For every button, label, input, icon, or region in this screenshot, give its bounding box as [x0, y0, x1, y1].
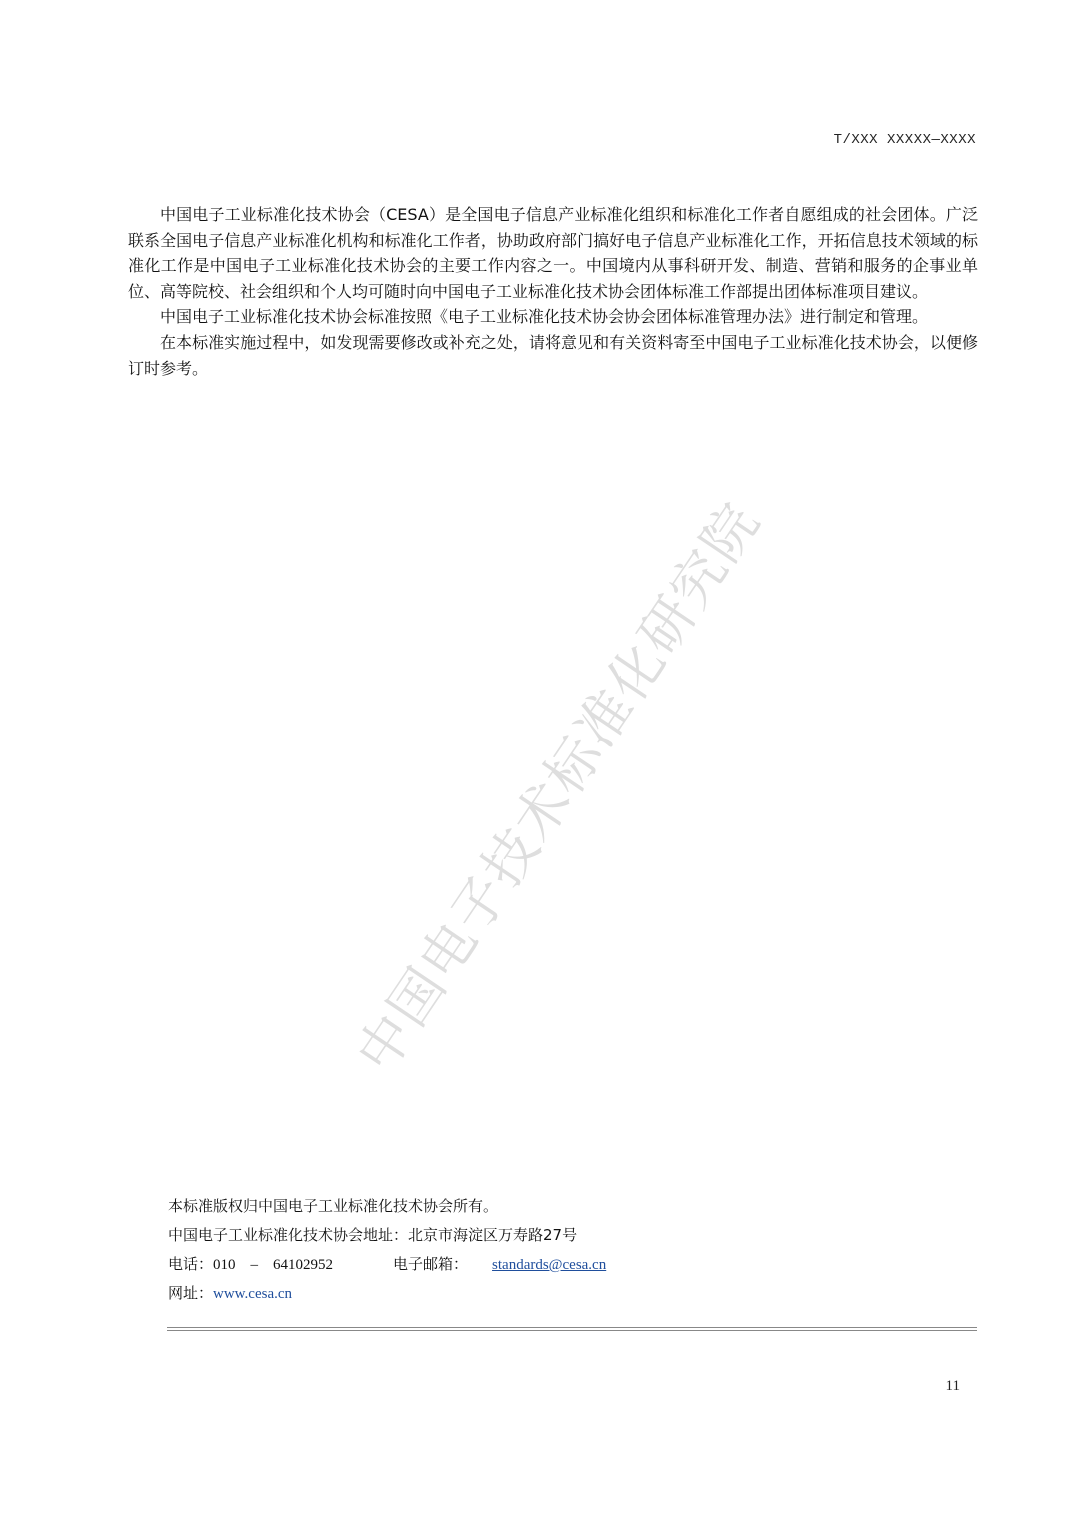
document-code-header: T/XXX XXXXX—XXXX	[833, 132, 976, 148]
footer-info	[168, 1192, 606, 1308]
website-label: 网址：	[168, 1284, 214, 1302]
email-link[interactable]: standards@cesa.cn	[492, 1257, 607, 1273]
website-link[interactable]: www.cesa.cn	[213, 1286, 293, 1302]
paragraph-feedback: 在本标准实施过程中，如发现需要修改或补充之处，请将意见和有关资料寄至中国电子工业标准化技术协会，以便修订时参考。	[128, 332, 978, 378]
phone-number: 010 – 64102952	[213, 1257, 334, 1273]
website-line	[168, 1279, 606, 1308]
footer-divider	[167, 1327, 977, 1328]
email-label: 电子邮箱：	[393, 1255, 469, 1273]
page-number: 11	[945, 1378, 960, 1394]
footer-divider-secondary	[167, 1330, 977, 1331]
paragraph-management: 中国电子工业标准化技术协会标准按照《电子工业标准化技术协会协会团体标准管理办法》进行制定和管理。	[160, 307, 929, 327]
contact-line	[168, 1250, 606, 1279]
address-line: 中国电子工业标准化技术协会地址：北京市海淀区万寿路27号	[168, 1226, 578, 1244]
paragraph-association-intro: 中国电子工业标准化技术协会（CESA）是全国电子信息产业标准化组织和标准化工作者自愿组成的社会团体。广泛联系全国电子信息产业标准化机构和标准化工作者，协助政府部门搞好电子信息产业标准化工作，开拓信息技术领域的标准化工作是中国电子工业标准化技术协会的主要工作内容之一。中国境内从事科研开发、制造、营销和服务的企事业单位、高等院校、社会组织和个人均可随时向中国电子工业标准化技术协会团体标准工作部提出团体标准项目建议。	[128, 205, 978, 301]
phone-label: 电话：	[168, 1255, 214, 1273]
watermark: 中国电子技术标准化研究院	[344, 491, 773, 1084]
body-text	[128, 202, 978, 381]
copyright-line: 本标准版权归中国电子工业标准化技术协会所有。	[168, 1197, 499, 1215]
